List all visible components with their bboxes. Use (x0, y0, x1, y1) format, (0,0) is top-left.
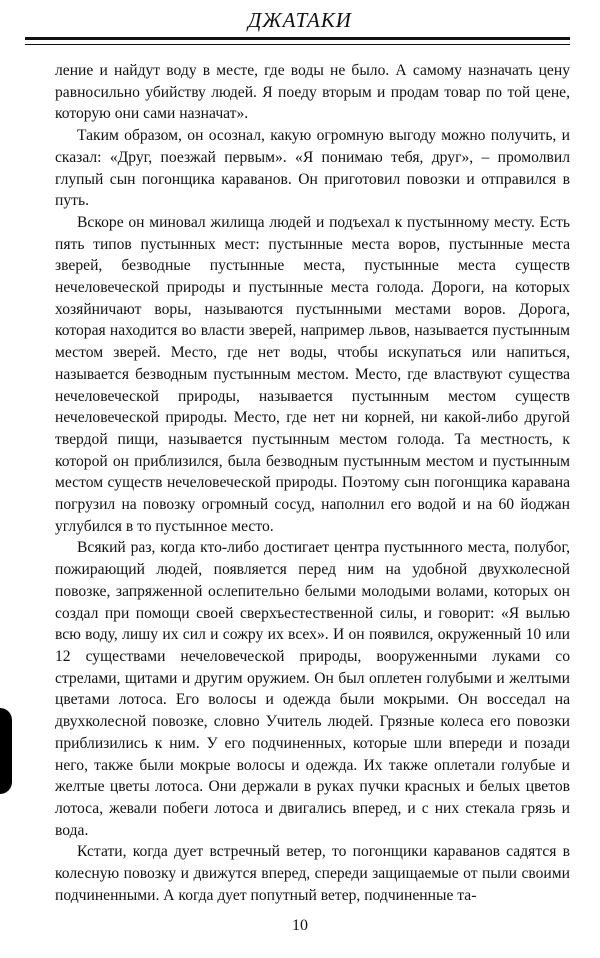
scan-edge-mark (0, 708, 12, 794)
paragraph: Всякий раз, когда кто-либо достигает центра пустынного места, полубог, пожирающий людей, появляется перед ним на удобной двухколесной повозке, запряженной ослепительно белыми молодыми волами, которых он создал при помощи своей сверхъестественной силы, и говорит: «Я вылью всю воду, лишу их сил и сожру их всех». И он появился, окруженный 10 или 12 существами нечеловеческой природы, вооруженными луками со стрелами, щитами и другим оружием. Он был оплетен голубыми и желтыми цветами лотоса. Его волосы и одежда были мокрыми. Он восседал на двухколесной повозке, словно Учитель людей. Грязные колеса его повозки приблизились к ним. У его подчиненных, которые шли впереди и позади него, также были мокрые волосы и одежда. Их также оплетали голубые и желтые цветы лотоса. Они держали в руках пучки красных и белых цветов лотоса, жевали побеги лотоса и двигались вперед, и с них стекала грязь и вода. (55, 539, 570, 839)
paragraph-continued: ление и найдут воду в месте, где воды не было. А самому назначать цену равносильно убийству людей. Я поеду вторым и продам товар по той цене, которую они сами назначат». (55, 62, 570, 123)
paragraph: Вскоре он миновал жилища людей и подъехал к пустынному месту. Есть пять типов пустынных мест: пустынные места воров, пустынные места зверей, безводные пустынные места, пустынные места существ нечеловеческой природы и пустынные места голода. Дороги, на которых хозяйничают воры, называются пустынными местами воров. Дорога, которая находится во власти зверей, например львов, называется пустынным местом зверей. Место, где нет воды, чтобы искупаться или напиться, называется безводным пустынным местом. Место, где властвуют существа нечеловеческой природы, называется пустынным местом существ нечеловеческой природы. Место, где нет ни корней, ни какой-либо другой твердой пищи, называется пустынным местом голода. Та местность, к которой он приблизился, была безводным пустынным местом и пустынным местом существ нечеловеческой природы. Поэтому сын погонщика каравана погрузил на повозку огромный сосуд, наполнил его водой и на 60 йоджан углубился в то пустынное место. (55, 213, 570, 535)
paragraph: Таким образом, он осознал, какую огромную выгоду можно получить, и сказал: «Друг, поезжай первым». «Я понимаю тебя, друг», – промолвил глупый сын погонщика караванов. Он приготовил повозки и отправился в путь. (55, 127, 570, 210)
body-text (55, 60, 570, 906)
header-rule-thick (25, 37, 570, 40)
paragraph: Кстати, когда дует встречный ветер, то погонщики караванов садятся в колесную повозку и движутся вперед, спереди защищаемые от пыли своими подчиненными. А когда дует попутный ветер, подчиненные та- (55, 843, 570, 904)
header-rule-thin (25, 44, 570, 45)
running-head: ДЖАТАКИ (248, 8, 352, 32)
page-number: 10 (292, 917, 308, 934)
